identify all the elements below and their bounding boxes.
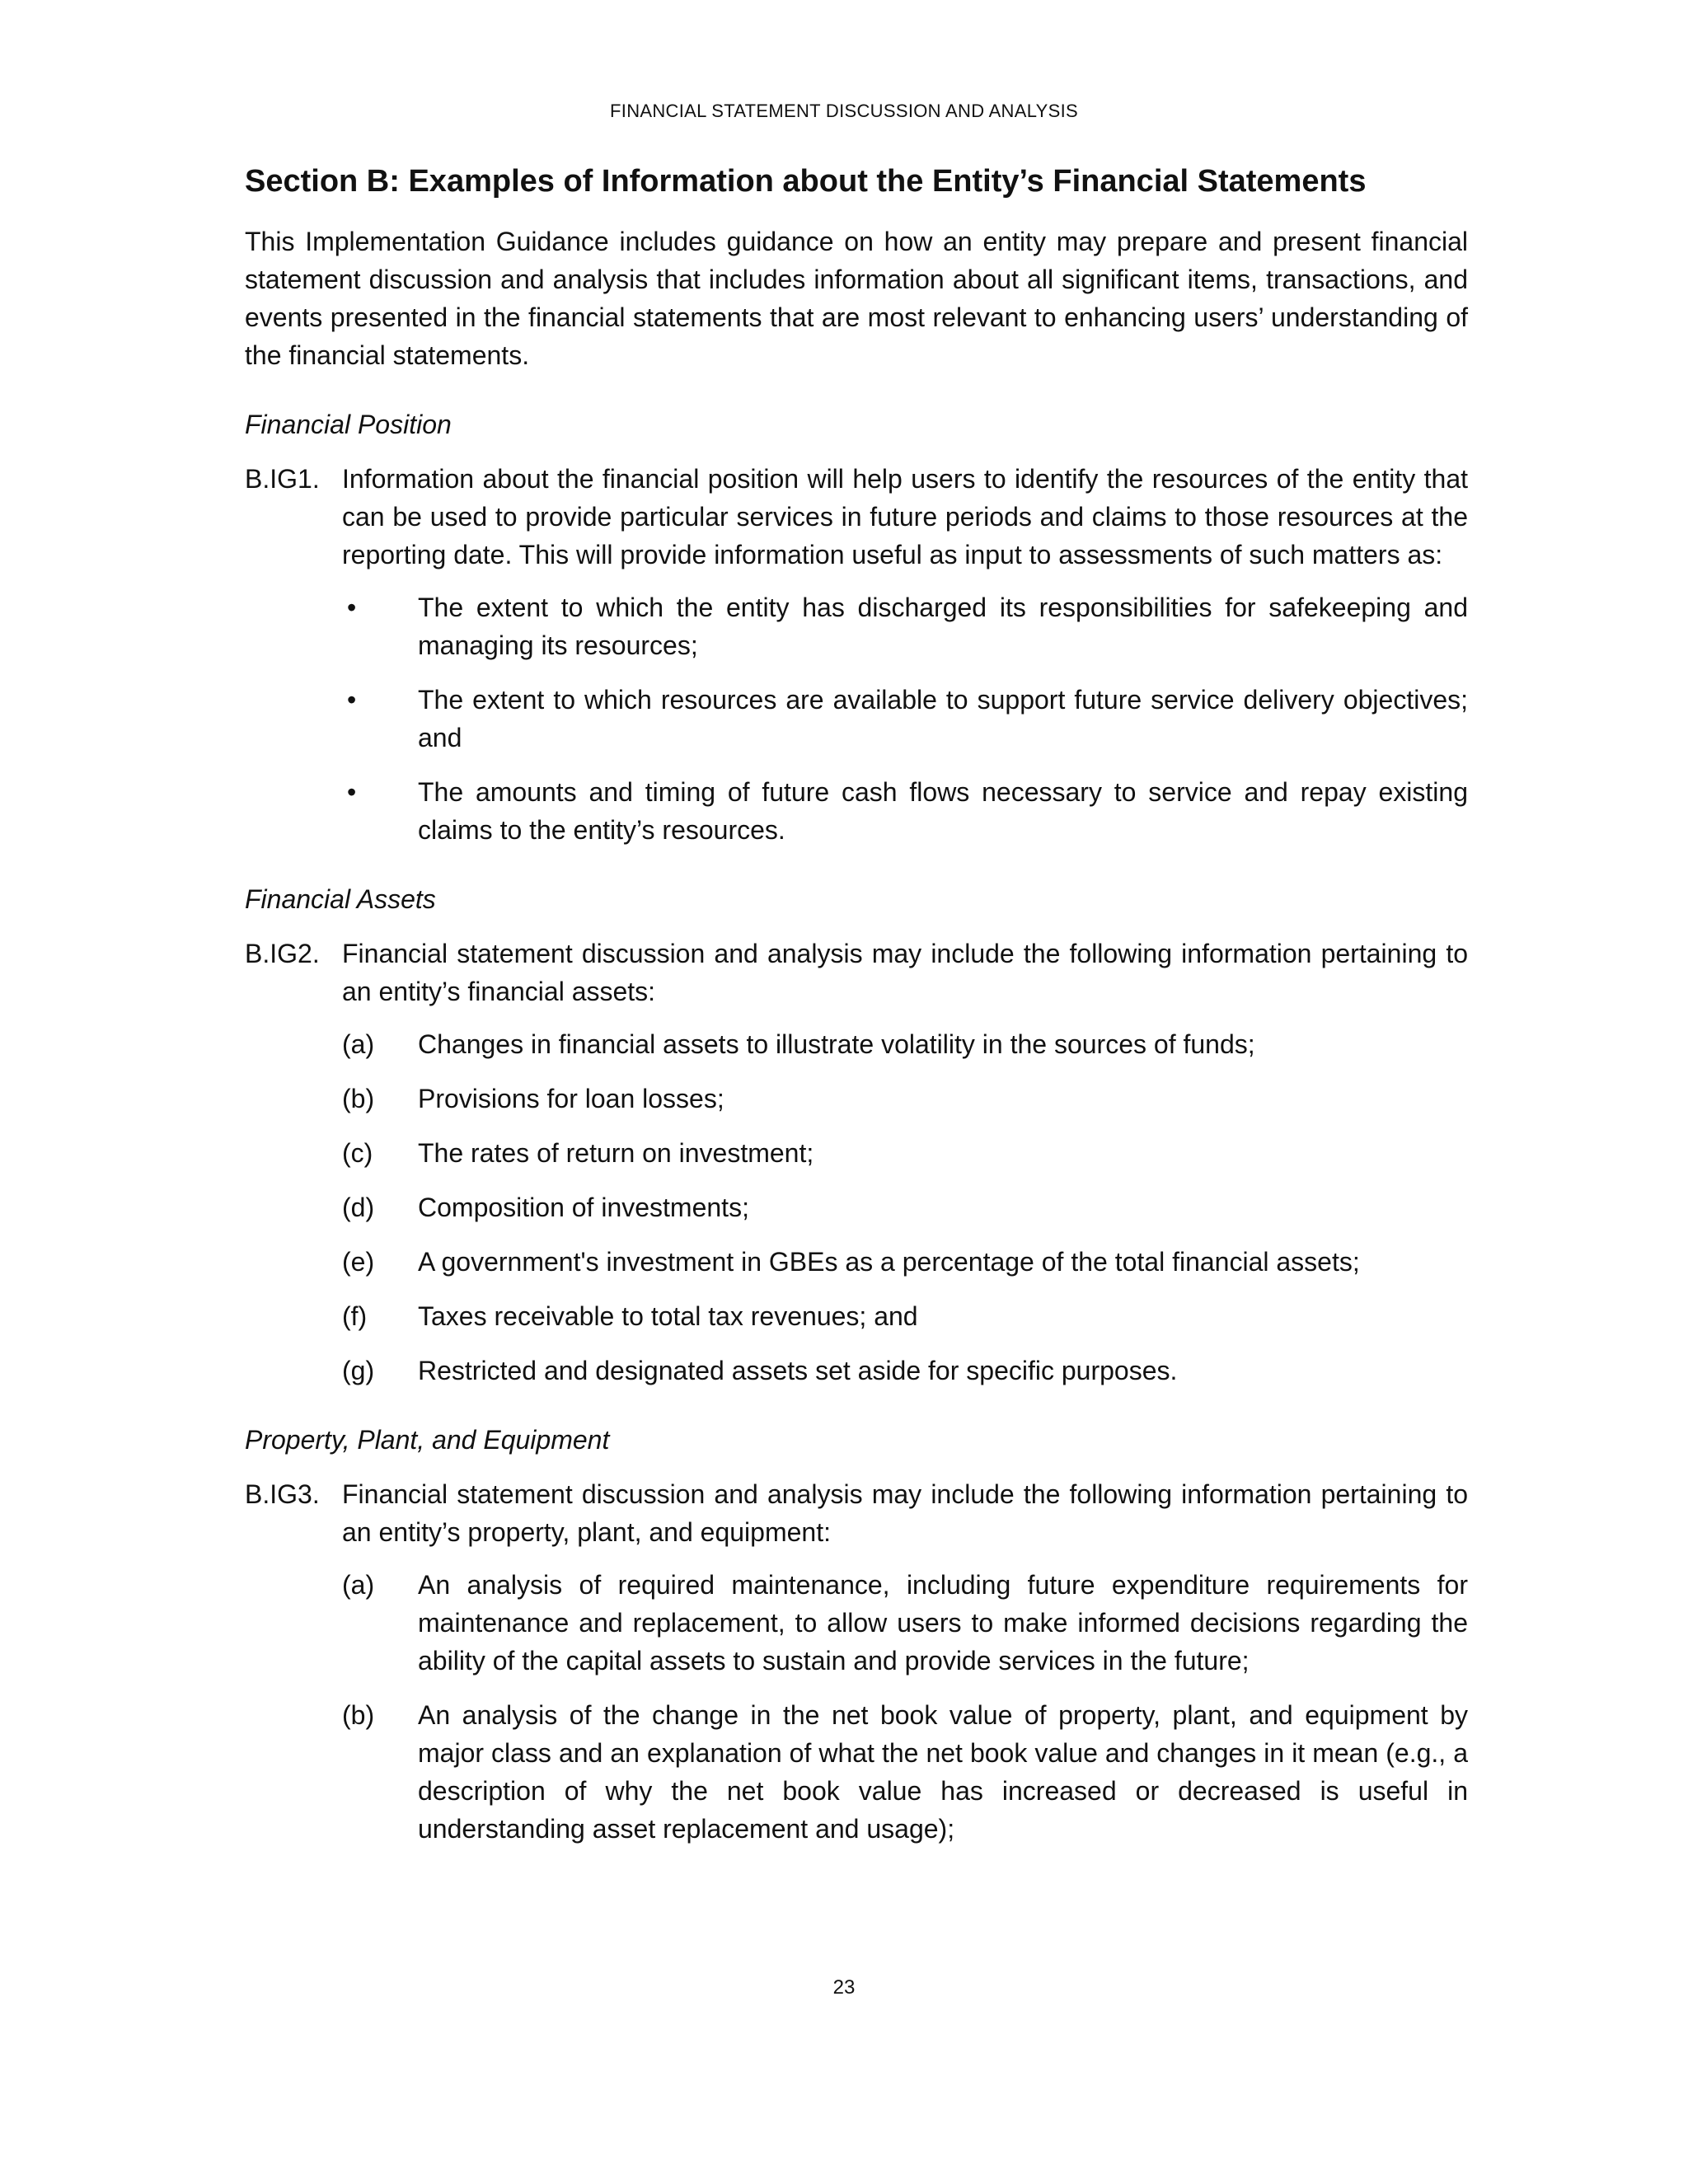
list-item <box>342 588 1468 664</box>
list-item <box>342 1696 1468 1848</box>
list-item-text: Provisions for loan losses; <box>418 1084 724 1113</box>
paragraph-number: B.IG1. <box>245 464 320 494</box>
list-marker: (f) <box>342 1301 368 1331</box>
list-item <box>342 1352 1468 1390</box>
list-item-text: Restricted and designated assets set aside for specific purposes. <box>418 1356 1178 1385</box>
paragraph-big2 <box>245 935 1468 1010</box>
list-item <box>342 1243 1468 1281</box>
paragraph-number: B.IG3. <box>245 1479 320 1509</box>
list-item <box>342 1134 1468 1172</box>
list-item-text: Taxes receivable to total tax revenues; and <box>418 1301 918 1331</box>
list-item-text: A government's investment in GBEs as a percentage of the total financial assets; <box>418 1247 1360 1277</box>
list-item <box>342 1297 1468 1335</box>
subheading-financial-assets: Financial Assets <box>245 884 436 914</box>
list-item <box>342 773 1468 849</box>
subheading-ppe: Property, Plant, and Equipment <box>245 1425 610 1455</box>
list-item-text: Changes in financial assets to illustrate volatility in the sources of funds; <box>418 1029 1255 1059</box>
list-item-text: The amounts and timing of future cash flows necessary to service and repay existing claims to the entity’s resources. <box>418 777 1468 845</box>
list-item-text: An analysis of required maintenance, including future expenditure requirements for maintenance and replacement, to allow users to make informed decisions regarding the ability of the capital assets to sustain and provide services in the future; <box>418 1570 1468 1675</box>
list-item-text: Composition of investments; <box>418 1193 749 1222</box>
bullet-icon: • <box>347 685 357 715</box>
list-marker: (e) <box>342 1247 375 1277</box>
list-marker: (d) <box>342 1193 375 1222</box>
paragraph-number: B.IG2. <box>245 939 320 968</box>
paragraph-big1 <box>245 460 1468 574</box>
list-item <box>342 1025 1468 1063</box>
list-marker: (g) <box>342 1356 375 1385</box>
list-item <box>342 1188 1468 1226</box>
page-number: 23 <box>832 1976 856 1999</box>
paragraph-big3 <box>245 1475 1468 1551</box>
section-title: Section B: Examples of Information about the Entity’s Financial Statements <box>245 164 1367 199</box>
list-marker: (a) <box>342 1029 375 1059</box>
list-marker: (a) <box>342 1570 375 1600</box>
list-item-text: An analysis of the change in the net book value of property, plant, and equipment by major class and an explanation of what the net book value and changes in it mean (e.g., a description of why the net book value has increased or decreased is useful in understanding asset replacement and usage); <box>418 1700 1468 1844</box>
page-body <box>245 158 1468 1864</box>
list-marker: (b) <box>342 1084 375 1113</box>
list-item <box>342 1566 1468 1680</box>
paragraph-text: Financial statement discussion and analysis may include the following information pertaining to an entity’s property, plant, and equipment: <box>342 1479 1468 1547</box>
subheading-financial-position: Financial Position <box>245 410 452 439</box>
list-marker: (b) <box>342 1700 375 1730</box>
list-item-text: The extent to which resources are available to support future service delivery objectives; and <box>418 685 1468 752</box>
intro-paragraph: This Implementation Guidance includes guidance on how an entity may prepare and present financial statement discussion and analysis that includes information about all significant items, transactions, and events presented in the financial statements that are most relevant to enhancing users’ understanding of the financial statements. <box>245 227 1468 370</box>
lettered-list <box>342 1025 1468 1390</box>
bullet-list <box>342 588 1468 849</box>
bullet-icon: • <box>347 593 357 622</box>
list-item-text: The extent to which the entity has discharged its responsibilities for safekeeping and managing its resources; <box>418 593 1468 660</box>
bullet-icon: • <box>347 777 357 807</box>
paragraph-text: Information about the financial position will help users to identify the resources of the entity that can be used to provide particular services in future periods and claims to those resources at the reporting date. This will provide information useful as input to assessments of such matters as: <box>342 464 1468 569</box>
list-item <box>342 681 1468 757</box>
paragraph-text: Financial statement discussion and analysis may include the following information pertaining to an entity’s financial assets: <box>342 939 1468 1006</box>
lettered-list <box>342 1566 1468 1848</box>
list-marker: (c) <box>342 1138 373 1168</box>
running-header: FINANCIAL STATEMENT DISCUSSION AND ANALYSIS <box>610 101 1078 121</box>
list-item-text: The rates of return on investment; <box>418 1138 814 1168</box>
list-item <box>342 1080 1468 1118</box>
